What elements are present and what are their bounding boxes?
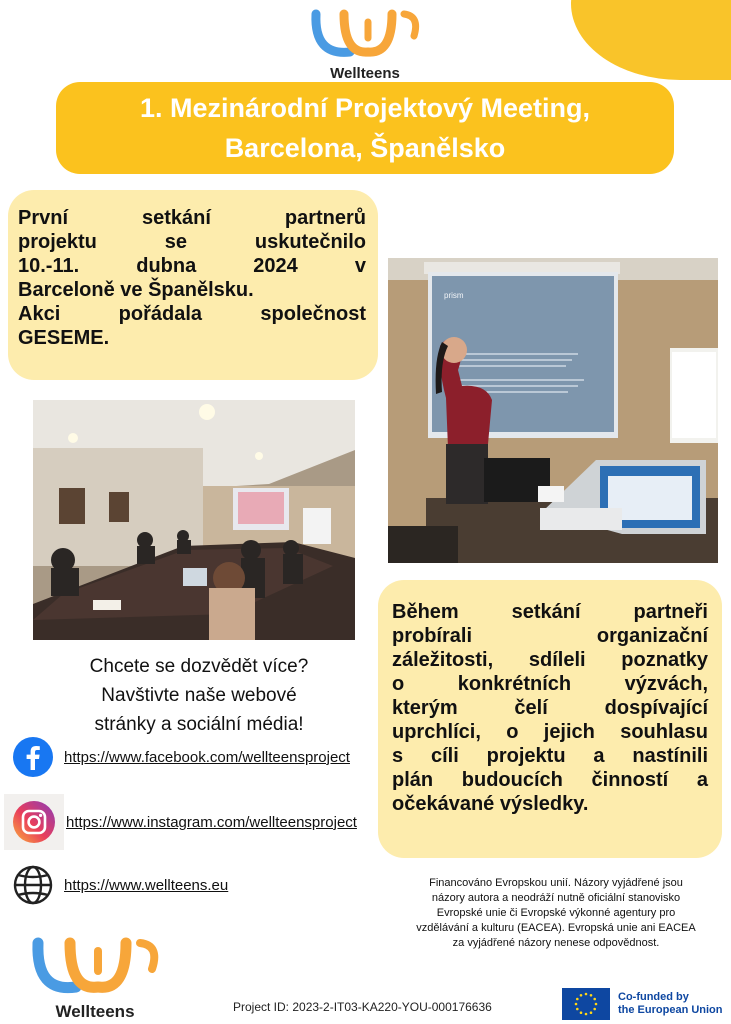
more-info-line: stránky a sociální média!	[94, 714, 304, 735]
summary-line: s cíli projektu a nastínili	[392, 745, 708, 767]
logo-wordmark: Wellteens	[55, 1002, 135, 1021]
instagram-row	[4, 794, 357, 850]
eu-logo-line: Co-funded by	[618, 991, 689, 1003]
funding-disclaimer	[392, 876, 720, 951]
more-info-line: Navštivte naše webové	[101, 685, 297, 706]
instagram-link[interactable]: https://www.instagram.com/wellteensproject	[66, 813, 357, 831]
title-line-1: 1. Mezinárodní Projektový Meeting,	[139, 93, 591, 123]
website-link[interactable]: https://www.wellteens.eu	[64, 876, 229, 894]
presenter-photo	[388, 258, 718, 563]
logo-wordmark: Wellteens	[330, 65, 400, 82]
summary-line: plán budoucích činností a	[392, 769, 708, 791]
title-banner	[56, 82, 674, 174]
project-id: Project ID: 2023-2-IT03-KA220-YOU-000176636	[233, 1000, 492, 1014]
meeting-room-photo	[33, 400, 355, 640]
decorative-blob	[571, 0, 731, 80]
eu-flag-icon	[562, 988, 610, 1020]
summary-line: o konkrétních výzvách,	[392, 673, 708, 695]
wellteens-logo	[310, 8, 420, 82]
funding-line: Financováno Evropskou unií. Názory vyjádřené jsou	[429, 877, 683, 889]
facebook-link[interactable]: https://www.facebook.com/wellteensproject	[64, 748, 350, 766]
funding-line: názory autora a neodráží nutně oficiální stanovisko	[431, 892, 681, 904]
intro-line: 10.-11. dubna 2024 v	[18, 255, 366, 277]
globe-icon[interactable]	[10, 862, 56, 908]
eu-logo-line: the European Union	[618, 1004, 723, 1016]
title-line-2: Barcelona, Španělsko	[224, 133, 506, 163]
more-info-line: Chcete se dozvědět více?	[89, 656, 309, 677]
eu-logo-text	[618, 991, 723, 1017]
intro-line: Akci pořádala společnost	[18, 303, 366, 325]
eu-cofunded-logo	[562, 988, 723, 1020]
funding-line: vzdělávání a kulturu (EACEA). Evropská unie ani EACEA	[416, 922, 696, 934]
summary-box	[378, 580, 722, 858]
website-row	[10, 862, 228, 908]
wellteens-logo-bottom	[30, 935, 160, 1020]
summary-line: Během setkání partneři	[392, 601, 708, 623]
intro-line: Barceloně ve Španělsku.	[18, 279, 254, 301]
facebook-icon[interactable]	[10, 734, 56, 780]
instagram-icon[interactable]	[4, 794, 64, 850]
summary-line: kterým čelí dospívající	[392, 697, 708, 719]
intro-box	[8, 190, 378, 380]
intro-line: První setkání partnerů	[18, 207, 366, 229]
slide-logo: prism	[444, 291, 464, 300]
more-info-text	[44, 652, 354, 739]
facebook-row	[10, 734, 350, 780]
summary-line: uprchlíci, o jejich souhlasu	[392, 721, 708, 743]
summary-line: očekávané výsledky.	[392, 793, 589, 815]
intro-line: projektu se uskutečnilo	[18, 231, 366, 253]
intro-line: GESEME.	[18, 327, 110, 349]
page-title	[140, 88, 590, 168]
summary-line: probírali organizační	[392, 625, 708, 647]
summary-line: záležitosti, sdíleli poznatky	[392, 649, 708, 671]
funding-line: Evropské unie či Evropské výkonné agentury pro	[436, 907, 676, 919]
funding-line: za vyjádřené názory nenese odpovědnost.	[452, 937, 660, 949]
